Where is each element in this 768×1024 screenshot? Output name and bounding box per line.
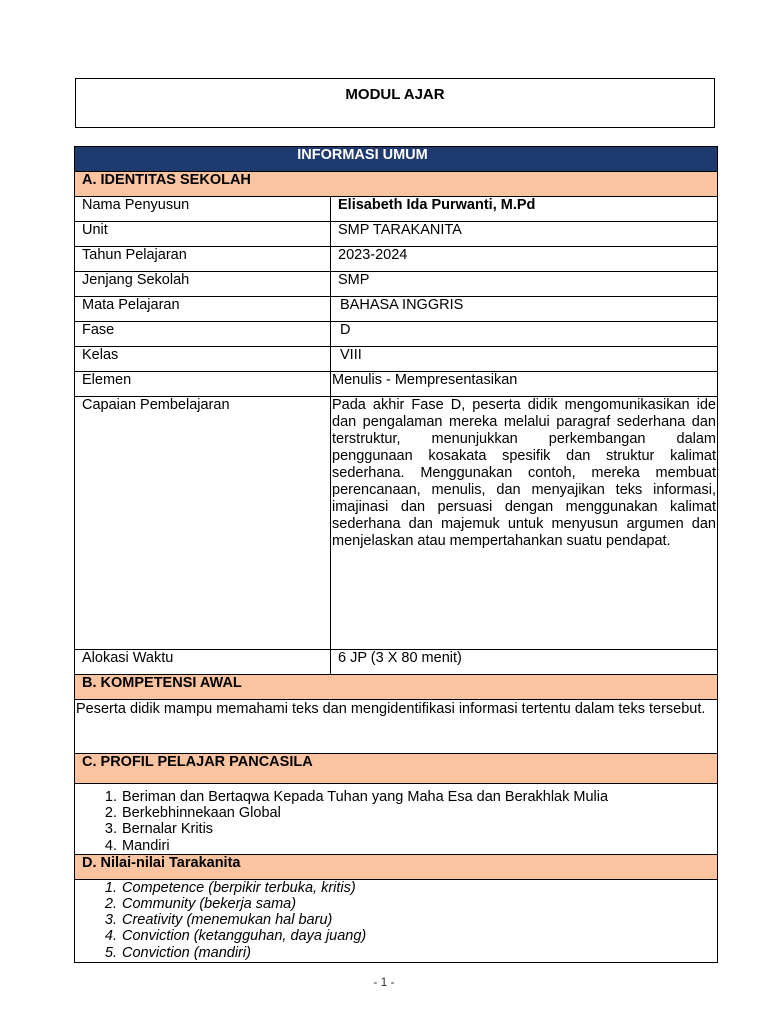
nilai-list bbox=[75, 880, 717, 961]
label-unit: Unit bbox=[75, 222, 331, 247]
list-item: 1. Beriman dan Bertaqwa Kepada Tuhan yang Maha Esa dan Berakhlak Mulia bbox=[121, 789, 717, 805]
value-fase: D bbox=[331, 322, 718, 347]
value-tahun-pelajaran: 2023-2024 bbox=[331, 247, 718, 272]
kompetensi-awal-text: Peserta didik mampu memahami teks dan mengidentifikasi informasi tertentu dalam teks tersebut. bbox=[75, 700, 718, 754]
label-alokasi-waktu: Alokasi Waktu bbox=[75, 650, 331, 675]
row-nama-penyusun bbox=[75, 197, 718, 222]
label-nama-penyusun: Nama Penyusun bbox=[75, 197, 331, 222]
row-jenjang-sekolah bbox=[75, 272, 718, 297]
row-kompetensi-awal bbox=[75, 700, 718, 754]
label-tahun-pelajaran: Tahun Pelajaran bbox=[75, 247, 331, 272]
list-item: 1. Competence (berpikir terbuka, kritis) bbox=[121, 880, 717, 896]
label-fase: Fase bbox=[75, 322, 331, 347]
row-kelas bbox=[75, 347, 718, 372]
row-unit bbox=[75, 222, 718, 247]
row-capaian-pembelajaran bbox=[75, 397, 718, 650]
section-informasi-umum bbox=[75, 147, 718, 172]
section-profil-pelajar-pancasila: C. PROFIL PELAJAR PANCASILA bbox=[75, 754, 718, 784]
label-capaian-pembelajaran: Capaian Pembelajaran bbox=[75, 397, 331, 650]
list-item: 3. Creativity (menemukan hal baru) bbox=[121, 912, 717, 928]
row-alokasi-waktu bbox=[75, 650, 718, 675]
document-title: MODUL AJAR bbox=[75, 78, 715, 128]
list-item: 3. Bernalar Kritis bbox=[121, 821, 717, 837]
label-jenjang-sekolah: Jenjang Sekolah bbox=[75, 272, 331, 297]
profil-list bbox=[75, 789, 717, 854]
section-nilai-tarakanita: D. Nilai-nilai Tarakanita bbox=[75, 854, 718, 879]
row-elemen bbox=[75, 372, 718, 397]
value-nama-penyusun: Elisabeth Ida Purwanti, M.Pd bbox=[331, 197, 718, 222]
info-table bbox=[74, 146, 718, 963]
label-elemen: Elemen bbox=[75, 372, 331, 397]
section-kompetensi-awal: B. KOMPETENSI AWAL bbox=[75, 675, 718, 700]
value-unit: SMP TARAKANITA bbox=[331, 222, 718, 247]
label-kelas: Kelas bbox=[75, 347, 331, 372]
section-informasi-umum-label: INFORMASI UMUM bbox=[297, 147, 428, 163]
list-item: 2. Berkebhinnekaan Global bbox=[121, 805, 717, 821]
row-mata-pelajaran bbox=[75, 297, 718, 322]
list-item: 5. Conviction (mandiri) bbox=[121, 945, 717, 961]
row-nilai-list bbox=[75, 879, 718, 962]
value-jenjang-sekolah: SMP bbox=[331, 272, 718, 297]
list-item: 4. Conviction (ketangguhan, daya juang) bbox=[121, 928, 717, 944]
list-item: 4. Mandiri bbox=[121, 838, 717, 854]
label-mata-pelajaran: Mata Pelajaran bbox=[75, 297, 331, 322]
list-item: 2. Community (bekerja sama) bbox=[121, 896, 717, 912]
value-alokasi-waktu: 6 JP (3 X 80 menit) bbox=[331, 650, 718, 675]
section-identitas-sekolah: A. IDENTITAS SEKOLAH bbox=[75, 172, 718, 197]
row-profil-list bbox=[75, 784, 718, 855]
row-fase bbox=[75, 322, 718, 347]
value-elemen: Menulis - Mempresentasikan bbox=[331, 372, 718, 397]
value-capaian-pembelajaran: Pada akhir Fase D, peserta didik mengomunikasikan ide dan pengalaman mereka melalui paragraf sederhana dan terstruktur, menunjukkan perkembangan dalam penggunaan kosakata spesifik dan struktur kalimat sederhana. Menggunakan contoh, mereka membuat perencanaan, menulis, dan menyajikan teks informasi, imajinasi dan persuasi dengan menggunakan kalimat sederhana dan majemuk untuk menyusun argumen dan menjelaskan atau mempertahankan suatu pendapat. bbox=[331, 397, 718, 650]
page-number: - 1 - bbox=[373, 975, 395, 989]
value-kelas: VIII bbox=[331, 347, 718, 372]
row-tahun-pelajaran bbox=[75, 247, 718, 272]
value-mata-pelajaran: BAHASA INGGRIS bbox=[331, 297, 718, 322]
